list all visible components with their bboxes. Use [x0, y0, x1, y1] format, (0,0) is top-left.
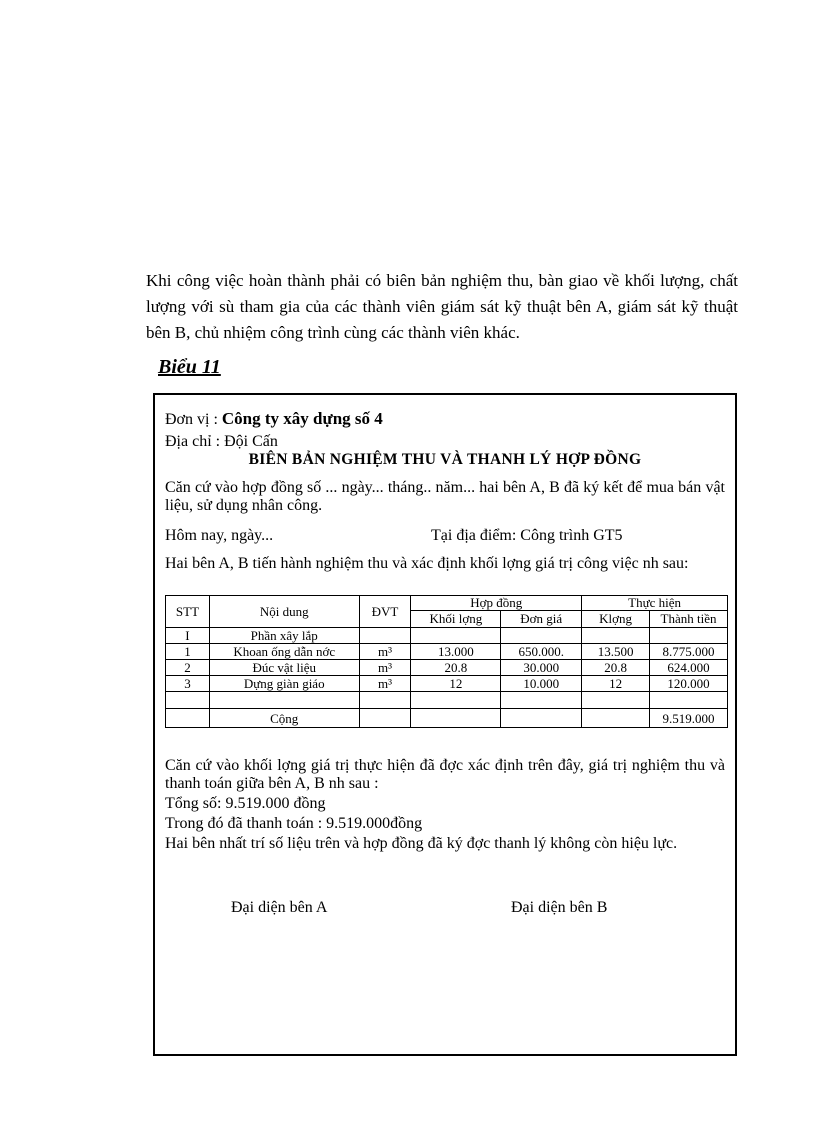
cell-stt: 1 [166, 644, 210, 660]
table-row [166, 676, 728, 692]
date-line: Hôm nay, ngày... [165, 527, 274, 544]
table-row [166, 660, 728, 676]
header-content: Nội dung [209, 596, 359, 628]
document-title: BIÊN BẢN NGHIỆM THU VÀ THANH LÝ HỢP ĐỒNG [248, 451, 642, 468]
address-line [165, 433, 278, 451]
cell-content: Dựng giàn giáo [209, 676, 359, 692]
cell-actual-qty [582, 628, 650, 644]
cell-amount [650, 628, 728, 644]
cell-actual-qty: 12 [582, 676, 650, 692]
cell-unit: m³ [359, 676, 411, 692]
cell-unit [359, 628, 411, 644]
intro-paragraph: Khi công việc hoàn thành phải có biên bản nghiệm thu, bàn giao về khối lượng, chất lượng với sù tham gia của các thành viên giám sát kỹ thuật bên A, giám sát kỹ thuật bên B, chủ nhiệm công trình cùng các thành viên khác. [146, 271, 738, 342]
header-actual-qty: Klợng [582, 611, 650, 628]
cell-amount: 624.000 [650, 660, 728, 676]
header-actual-amount: Thành tiền [650, 611, 728, 628]
table-header-row [166, 596, 728, 611]
table-row [166, 644, 728, 660]
agreement-paragraph: Hai bên nhất trí số liệu trên và hợp đồng đã ký đợc thanh lý không còn hiệu lực. [165, 835, 678, 852]
header-contract-price: Đơn giá [501, 611, 582, 628]
header-unit: ĐVT [359, 596, 411, 628]
signature-party-b: Đại diện bên B [511, 899, 608, 916]
inspection-paragraph: Hai bên A, B tiến hành nghiệm thu và xác định khối lợng giá trị công việc nh sau: [165, 555, 689, 572]
table-row [166, 628, 728, 644]
table-row-empty [166, 692, 728, 709]
acceptance-form [153, 393, 737, 1056]
header-stt: STT [166, 596, 210, 628]
unit-label: Đơn vị : [165, 411, 218, 428]
settlement-paragraph: Căn cứ vào khối lợng giá trị thực hiện đã đợc xác định trên đây, giá trị nghiệm thu và thanh toán giữa bên A, B nh sau : [165, 757, 725, 792]
total-label: Cộng [209, 709, 359, 728]
header-contract: Hợp đồng [411, 596, 582, 611]
cell-actual-qty: 20.8 [582, 660, 650, 676]
cell-amount: 120.000 [650, 676, 728, 692]
place-line: Tại địa điểm: Công trình GT5 [431, 527, 623, 544]
cell-price [501, 628, 582, 644]
cell-unit: m³ [359, 660, 411, 676]
cell-content: Đúc vật liệu [209, 660, 359, 676]
cell-price: 10.000 [501, 676, 582, 692]
cell-content: Phần xây lắp [209, 628, 359, 644]
header-actual: Thực hiện [582, 596, 728, 611]
signature-party-a: Đại diện bên A [231, 899, 328, 916]
cell-qty [411, 628, 501, 644]
address-value: Đội Cấn [224, 433, 278, 450]
header-contract-qty: Khối lợng [411, 611, 501, 628]
cell-stt: 2 [166, 660, 210, 676]
contract-basis-paragraph: Căn cứ vào hợp đồng số ... ngày... tháng.. năm... hai bên A, B đã ký kết để mua bán vật liệu, sử dụng nhân công. [165, 479, 725, 514]
total-line: Tổng số: 9.519.000 đồng [165, 795, 326, 812]
cell-stt: I [166, 628, 210, 644]
cell-actual-qty: 13.500 [582, 644, 650, 660]
cell-qty: 13.000 [411, 644, 501, 660]
form-label: Biểu 11 [158, 356, 221, 378]
volume-value-table [165, 595, 728, 728]
cell-price: 30.000 [501, 660, 582, 676]
cell-qty: 20.8 [411, 660, 501, 676]
unit-value: Công ty xây dựng số 4 [221, 409, 383, 428]
cell-stt: 3 [166, 676, 210, 692]
table-total-row [166, 709, 728, 728]
cell-qty: 12 [411, 676, 501, 692]
unit-line [165, 409, 383, 429]
total-amount: 9.519.000 [650, 709, 728, 728]
address-label: Địa chỉ : [165, 433, 221, 450]
cell-content: Khoan ống dẫn nớc [209, 644, 359, 660]
paid-line: Trong đó đã thanh toán : 9.519.000đồng [165, 815, 423, 832]
cell-unit: m³ [359, 644, 411, 660]
cell-price: 650.000. [501, 644, 582, 660]
cell-amount: 8.775.000 [650, 644, 728, 660]
